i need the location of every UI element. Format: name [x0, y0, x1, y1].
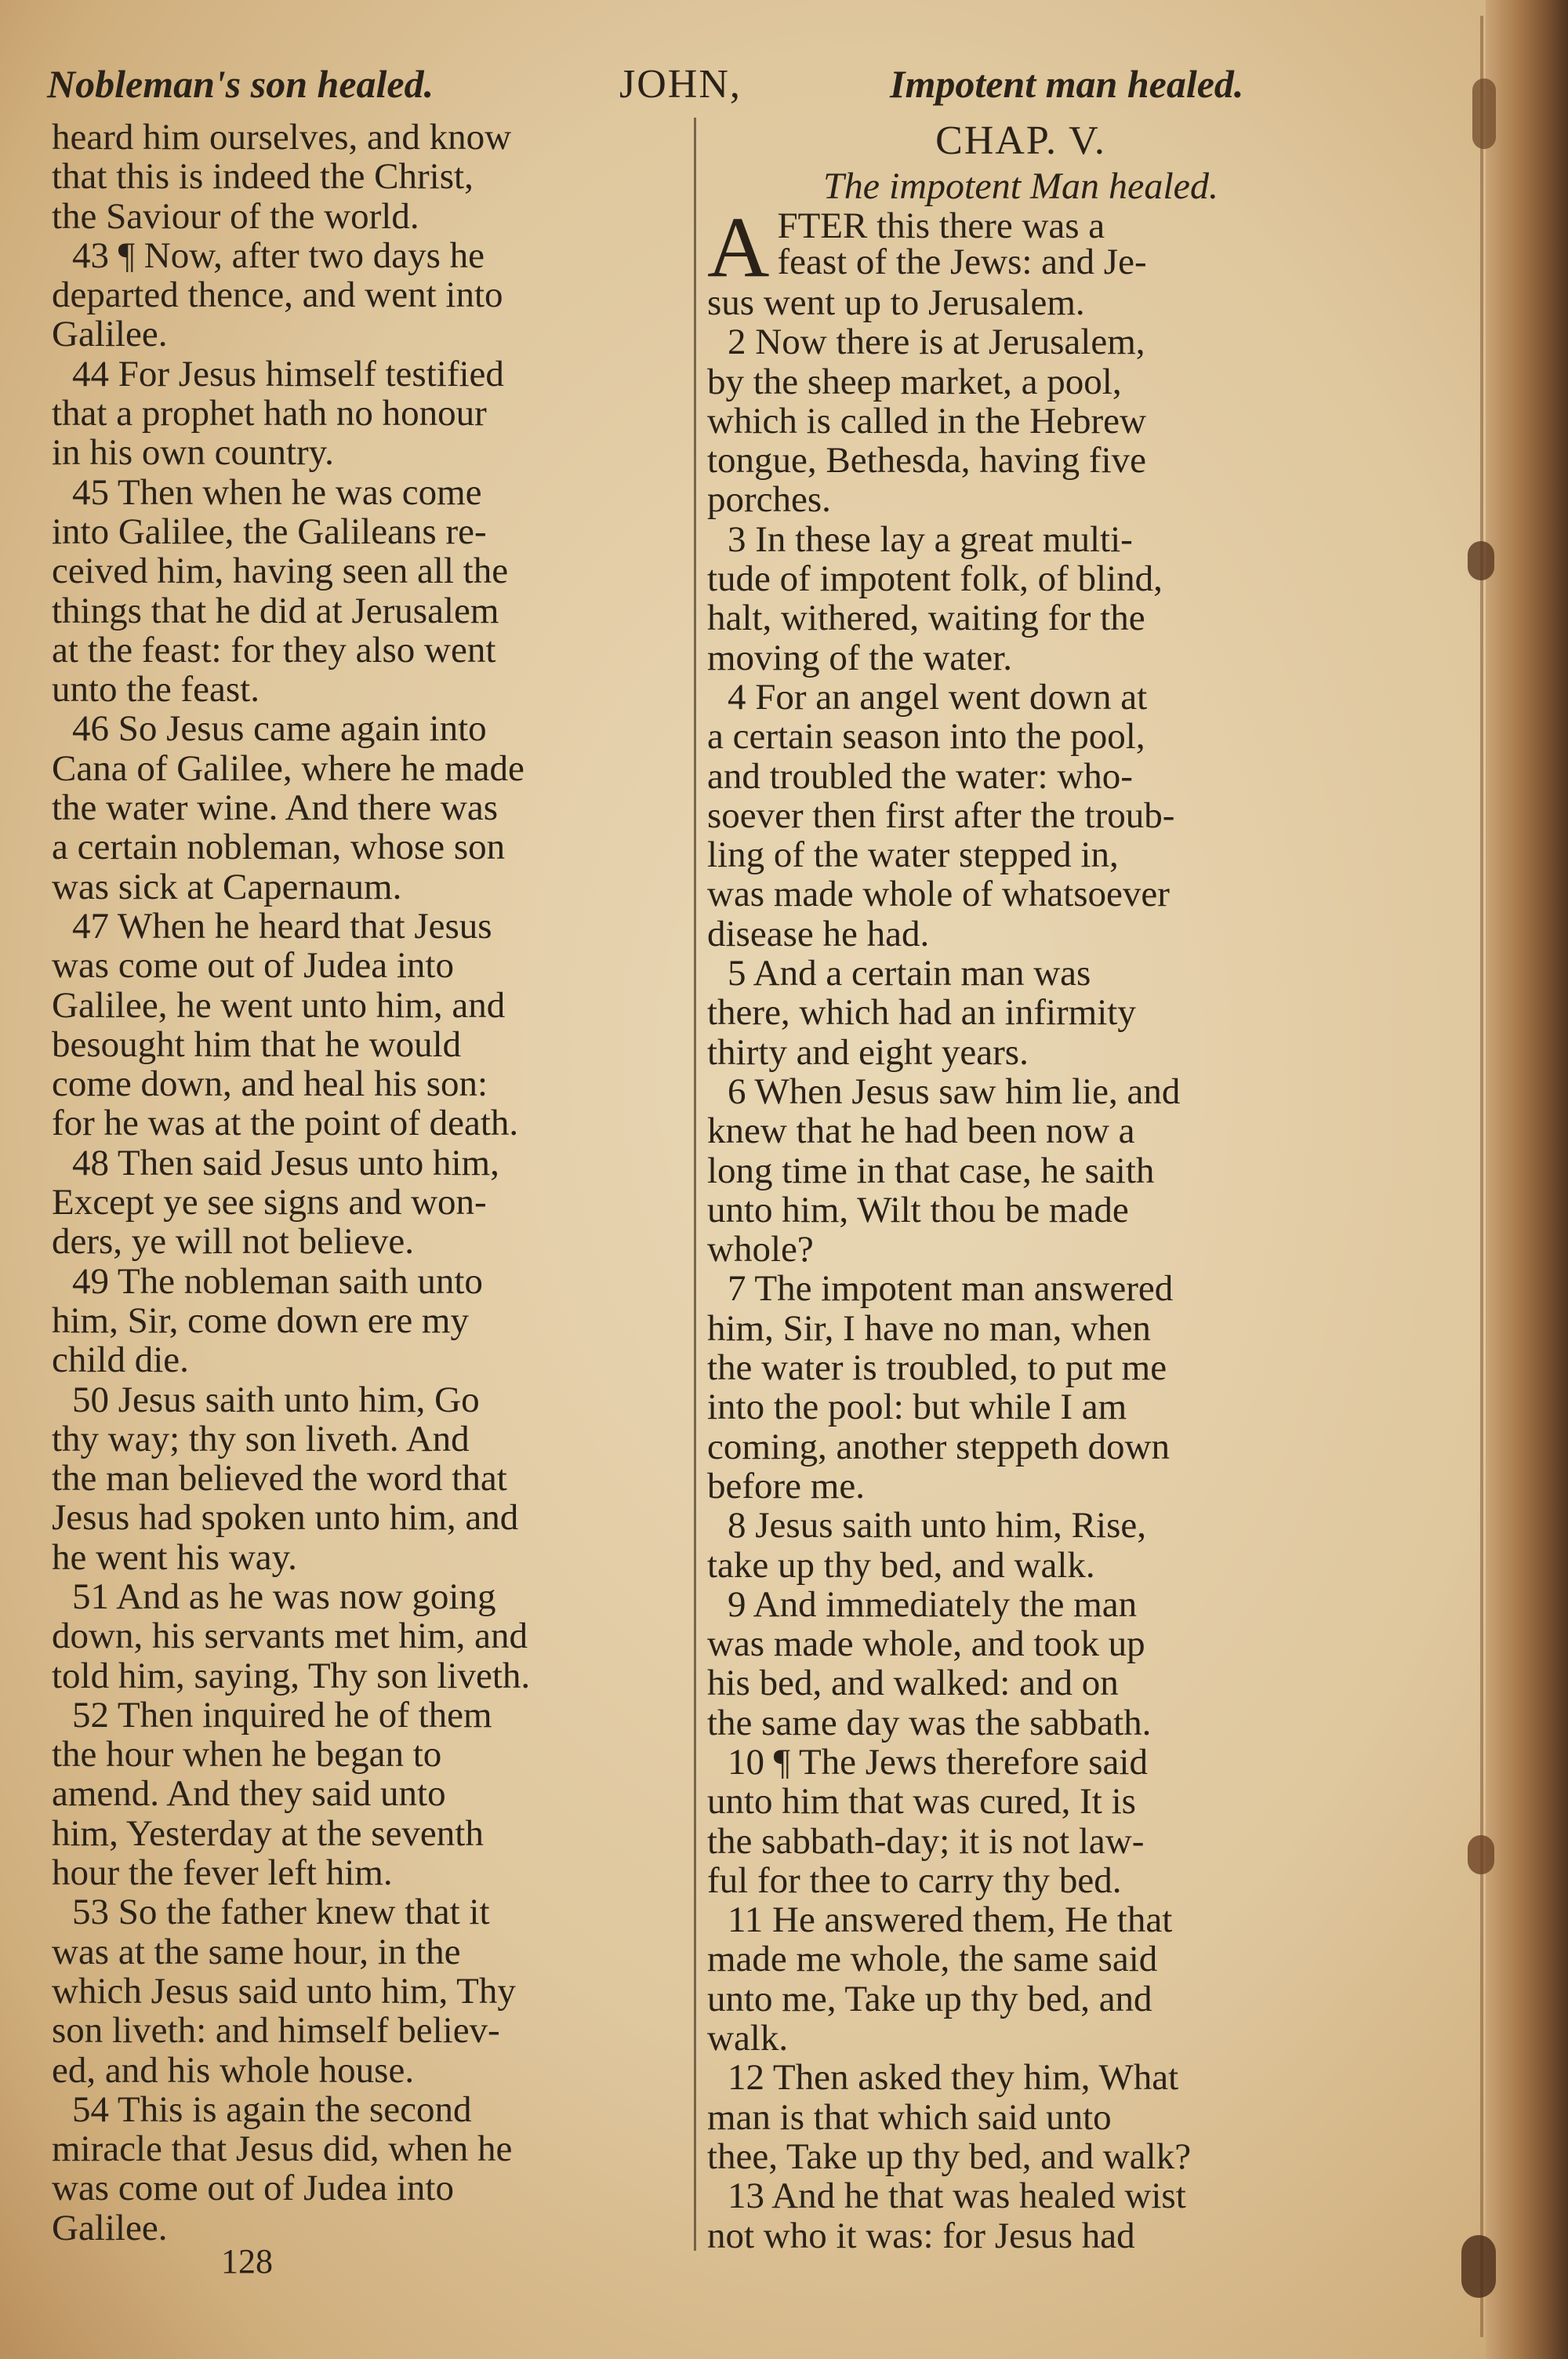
text-line: feast of the Jews: and Je-	[777, 242, 1147, 282]
header-right-title: Impotent man healed.	[890, 62, 1244, 106]
text-line: 12 Then asked they him, What	[728, 2057, 1179, 2099]
text-line: at the feast: for they also went	[52, 629, 496, 671]
text-line: before me.	[707, 1465, 865, 1507]
text-line: ed, and his whole house.	[52, 2049, 415, 2091]
text-line: porches.	[707, 479, 831, 521]
text-line: ceived him, having seen all the	[52, 551, 509, 592]
text-line: 52 Then inquired he of them	[72, 1694, 492, 1736]
text-line: him, Sir, come down ere my	[52, 1299, 469, 1341]
text-line: moving of the water.	[707, 637, 1012, 678]
opening-paragraph	[707, 199, 1334, 295]
book-gutter	[1486, 0, 1568, 2359]
text-line: FTER this there was a	[777, 205, 1105, 246]
text-line: 11 He answered them, He that	[728, 1899, 1173, 1941]
text-line: was at the same hour, in the	[52, 1931, 461, 1972]
chapter-subheading: The impotent Man healed.	[823, 165, 1218, 207]
text-line: the same day was the sabbath.	[707, 1702, 1152, 1743]
text-line: which Jesus said unto him, Thy	[52, 1970, 516, 2012]
text-line: the Saviour of the world.	[52, 195, 419, 237]
chapter-heading: CHAP. V.	[935, 118, 1106, 163]
text-line: 44 For Jesus himself testified	[72, 353, 504, 394]
binding-thread-mark	[1468, 541, 1494, 580]
binding-thread-mark	[1461, 2235, 1496, 2298]
text-line: told him, saying, Thy son liveth.	[52, 1655, 531, 1696]
text-line: 9 And immediately the man	[728, 1583, 1138, 1625]
text-line: not who it was: for Jesus had	[707, 2215, 1135, 2256]
text-line: unto him, Wilt thou be made	[707, 1189, 1129, 1230]
text-line: take up thy bed, and walk.	[707, 1544, 1095, 1586]
text-line: 53 So the father knew that it	[72, 1892, 490, 1933]
text-line: long time in that case, he saith	[707, 1150, 1155, 1191]
text-line: for he was at the point of death.	[52, 1103, 519, 1144]
text-line: the man believed the word that	[52, 1458, 507, 1499]
binding-thread-mark	[1468, 1835, 1494, 1874]
text-line: unto me, Take up thy bed, and	[707, 1978, 1152, 2019]
text-line: thirty and eight years.	[707, 1031, 1029, 1073]
opening-lines	[707, 205, 1334, 282]
text-line: there, which had an infirmity	[707, 992, 1136, 1034]
text-line: 7 The impotent man answered	[728, 1268, 1174, 1310]
binding-thread-mark	[1472, 78, 1496, 149]
text-line: Galilee.	[52, 2207, 168, 2248]
text-line: the water wine. And there was	[52, 787, 499, 829]
text-line: into the pool: but while I am	[707, 1387, 1127, 1428]
text-line: and troubled the water: who-	[707, 755, 1133, 797]
text-line: heard him ourselves, and know	[52, 117, 512, 158]
text-line: 6 When Jesus saw him lie, and	[728, 1070, 1181, 1112]
text-line: Jesus had spoken unto him, and	[52, 1497, 519, 1539]
text-line: thy way; thy son liveth. And	[52, 1418, 470, 1459]
text-line: down, his servants met him, and	[52, 1616, 528, 1657]
text-line: made me whole, the same said	[707, 1939, 1158, 1980]
text-line: thee, Take up thy bed, and walk?	[707, 2135, 1192, 2177]
text-line: ful for thee to carry thy bed.	[707, 1859, 1122, 1901]
text-line: a certain nobleman, whose son	[52, 827, 506, 868]
text-line: 8 Jesus saith unto him, Rise,	[728, 1505, 1146, 1547]
text-line: miracle that Jesus did, when he	[52, 2128, 513, 2170]
text-line: 10 ¶ The Jews therefore said	[728, 1741, 1148, 1783]
text-line: things that he did at Jerusalem	[52, 590, 499, 631]
text-line: ling of the water stepped in,	[707, 834, 1119, 876]
text-line: disease he had.	[707, 913, 930, 954]
page-number: 128	[221, 2242, 273, 2281]
right-body-lines	[707, 283, 1334, 2255]
text-line: unto him that was cured, It is	[707, 1781, 1136, 1823]
text-line: whole?	[707, 1229, 814, 1270]
text-line: was come out of Judea into	[52, 2168, 454, 2209]
text-line: hour the fever left him.	[52, 1852, 393, 1894]
text-line: 48 Then said Jesus unto him,	[72, 1142, 499, 1183]
text-line: knew that he had been now a	[707, 1110, 1135, 1152]
running-header	[47, 61, 1333, 116]
drop-cap: A	[707, 199, 770, 295]
text-line: into Galilee, the Galileans re-	[52, 511, 487, 552]
text-line: 54 This is again the second	[72, 2088, 472, 2130]
text-line: 43 ¶ Now, after two days he	[72, 234, 485, 276]
text-line: him, Yesterday at the seventh	[52, 1812, 484, 1854]
text-line: tude of impotent folk, of blind,	[707, 558, 1163, 600]
text-line: was sick at Capernaum.	[52, 866, 402, 907]
text-line: son liveth: and himself believ-	[52, 2010, 500, 2052]
text-line: 51 And as he was now going	[72, 1576, 496, 1617]
text-line: man is that which said unto	[707, 2096, 1112, 2138]
text-line: the water is troubled, to put me	[707, 1347, 1167, 1389]
text-line: 50 Jesus saith unto him, Go	[72, 1379, 480, 1420]
text-line: Galilee, he went unto him, and	[52, 984, 506, 1026]
text-line: Except ye see signs and won-	[52, 1182, 487, 1223]
text-line: 2 Now there is at Jerusalem,	[728, 322, 1145, 363]
text-line: was come out of Judea into	[52, 945, 454, 987]
text-line: 13 And he that was healed wist	[728, 2175, 1186, 2217]
text-line: child die.	[52, 1339, 189, 1381]
text-line: a certain season into the pool,	[707, 716, 1145, 758]
text-line: amend. And they said unto	[52, 1773, 446, 1815]
text-line: sus went up to Jerusalem.	[707, 282, 1085, 323]
text-line: was made whole, and took up	[707, 1623, 1145, 1665]
text-line: him, Sir, I have no man, when	[707, 1307, 1151, 1349]
text-line: tongue, Bethesda, having five	[707, 440, 1146, 482]
text-line: 46 So Jesus came again into	[72, 708, 487, 750]
text-line: which is called in the Hebrew	[707, 400, 1146, 442]
text-line: 3 In these lay a great multi-	[728, 518, 1133, 560]
text-line: in his own country.	[52, 432, 334, 474]
text-line: walk.	[707, 2018, 789, 2059]
text-line: that a prophet hath no honour	[52, 393, 487, 434]
text-line: 47 When he heard that Jesus	[72, 905, 492, 947]
text-line: come down, and heal his son:	[52, 1063, 488, 1105]
gutter-crease	[1480, 16, 1483, 2337]
text-line: 49 The nobleman saith unto	[72, 1260, 483, 1302]
text-line: he went his way.	[52, 1536, 297, 1578]
text-line: 45 Then when he was come	[72, 471, 482, 513]
text-line: coming, another steppeth down	[707, 1426, 1170, 1467]
text-line: the hour when he began to	[52, 1734, 442, 1776]
text-line: ders, ye will not believe.	[52, 1221, 415, 1263]
text-line: 4 For an angel went down at	[728, 676, 1148, 718]
text-line: Cana of Galilee, where he made	[52, 747, 524, 789]
left-text-column	[52, 118, 687, 2248]
header-book-name: JOHN,	[619, 62, 742, 107]
text-line: by the sheep market, a pool,	[707, 361, 1122, 402]
header-left-title: Nobleman's son healed.	[47, 62, 434, 106]
text-line: Galilee.	[52, 314, 168, 355]
text-line: the sabbath-day; it is not law-	[707, 1820, 1145, 1862]
text-line: halt, withered, waiting for the	[707, 598, 1145, 639]
text-line: besought him that he would	[52, 1023, 462, 1065]
text-line: was made whole of whatsoever	[707, 874, 1170, 915]
right-text-column	[707, 118, 1334, 2255]
text-line: unto the feast.	[52, 669, 260, 711]
text-line: 5 And a certain man was	[728, 953, 1091, 994]
text-line: soever then first after the troub-	[707, 794, 1175, 836]
column-rule	[694, 118, 696, 2251]
text-line: departed thence, and went into	[52, 274, 503, 316]
text-line: his bed, and walked: and on	[707, 1663, 1119, 1704]
text-line: that this is indeed the Christ,	[52, 156, 474, 198]
